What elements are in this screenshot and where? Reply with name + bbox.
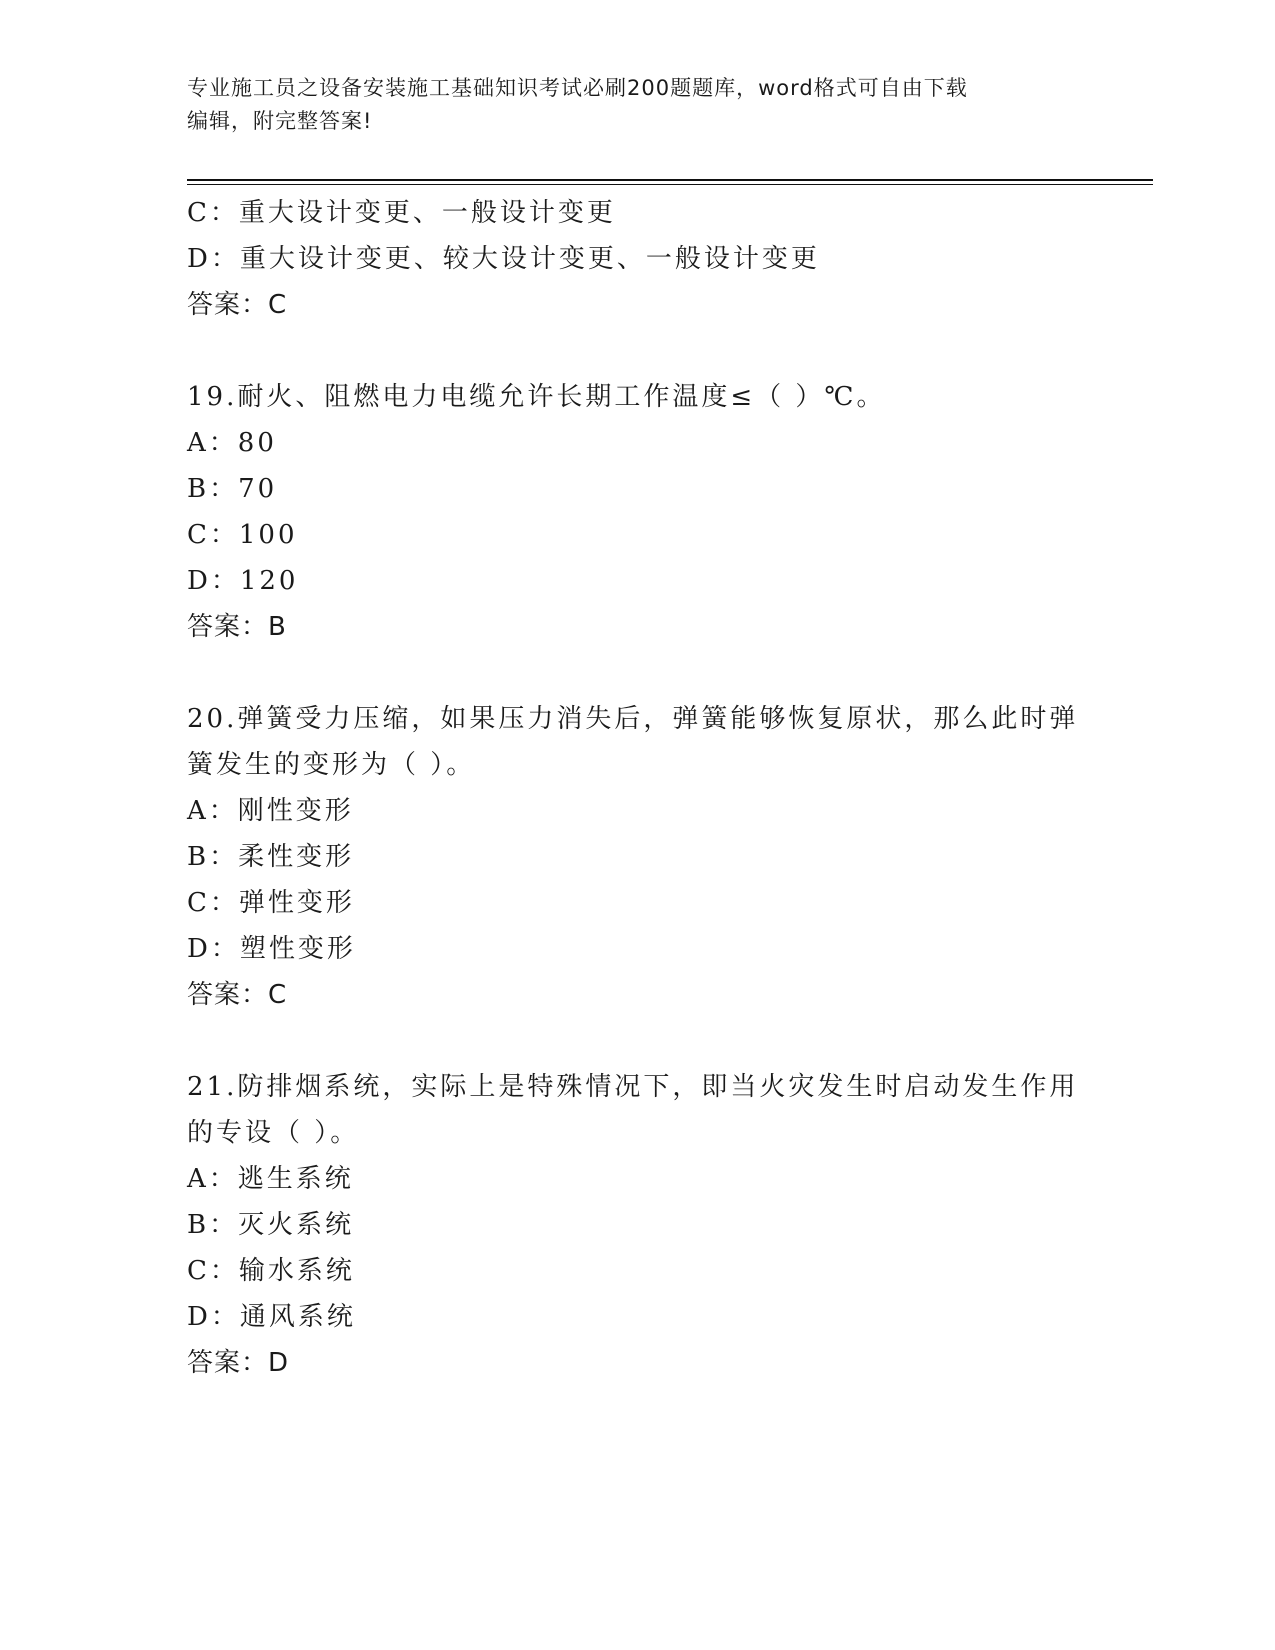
- option-c: C：输水系统: [187, 1256, 355, 1286]
- question-stem-line-2: 的专设（ ）。: [187, 1118, 360, 1148]
- header-divider: [187, 179, 1153, 185]
- option-a: A：80: [187, 428, 277, 458]
- question-stem-line-1: 20.弹簧受力压缩，如果压力消失后，弹簧能够恢复原状，那么此时弹: [187, 704, 1079, 734]
- question-18-continuation: [187, 190, 1087, 328]
- header-line-2: 编辑，附完整答案!: [187, 109, 373, 133]
- question-stem: 19.耐火、阻燃电力电缆允许长期工作温度≤（ ）℃。: [187, 382, 886, 412]
- header-line-1: 专业施工员之设备安装施工基础知识考试必刷200题题库，word格式可自由下载: [187, 76, 968, 100]
- option-b: B：70: [187, 474, 278, 504]
- option-a: A：逃生系统: [187, 1164, 354, 1194]
- option-b: B：柔性变形: [187, 842, 355, 872]
- option-d: D：塑性变形: [187, 934, 356, 964]
- question-20: [187, 696, 1087, 1018]
- question-19: [187, 374, 1087, 650]
- option-d: D：通风系统: [187, 1302, 356, 1332]
- question-stem-line-2: 簧发生的变形为（ ）。: [187, 750, 476, 780]
- option-c: C：100: [187, 520, 298, 550]
- answer-line: 答案：B: [187, 612, 287, 642]
- answer-line: 答案：C: [187, 290, 288, 320]
- question-stem-line-1: 21.防排烟系统，实际上是特殊情况下，即当火灾发生时启动发生作用: [187, 1072, 1079, 1102]
- option-c: C：弹性变形: [187, 888, 355, 918]
- option-b: B：灭火系统: [187, 1210, 355, 1240]
- option-c: C：重大设计变更、一般设计变更: [187, 198, 616, 228]
- option-d: D：重大设计变更、较大设计变更、一般设计变更: [187, 244, 820, 274]
- answer-line: 答案：D: [187, 1348, 290, 1378]
- question-21: [187, 1064, 1087, 1386]
- option-d: D：120: [187, 566, 299, 596]
- document-header: [187, 72, 1087, 138]
- question-list: [187, 190, 1087, 1386]
- answer-line: 答案：C: [187, 980, 288, 1010]
- option-a: A：刚性变形: [187, 796, 354, 826]
